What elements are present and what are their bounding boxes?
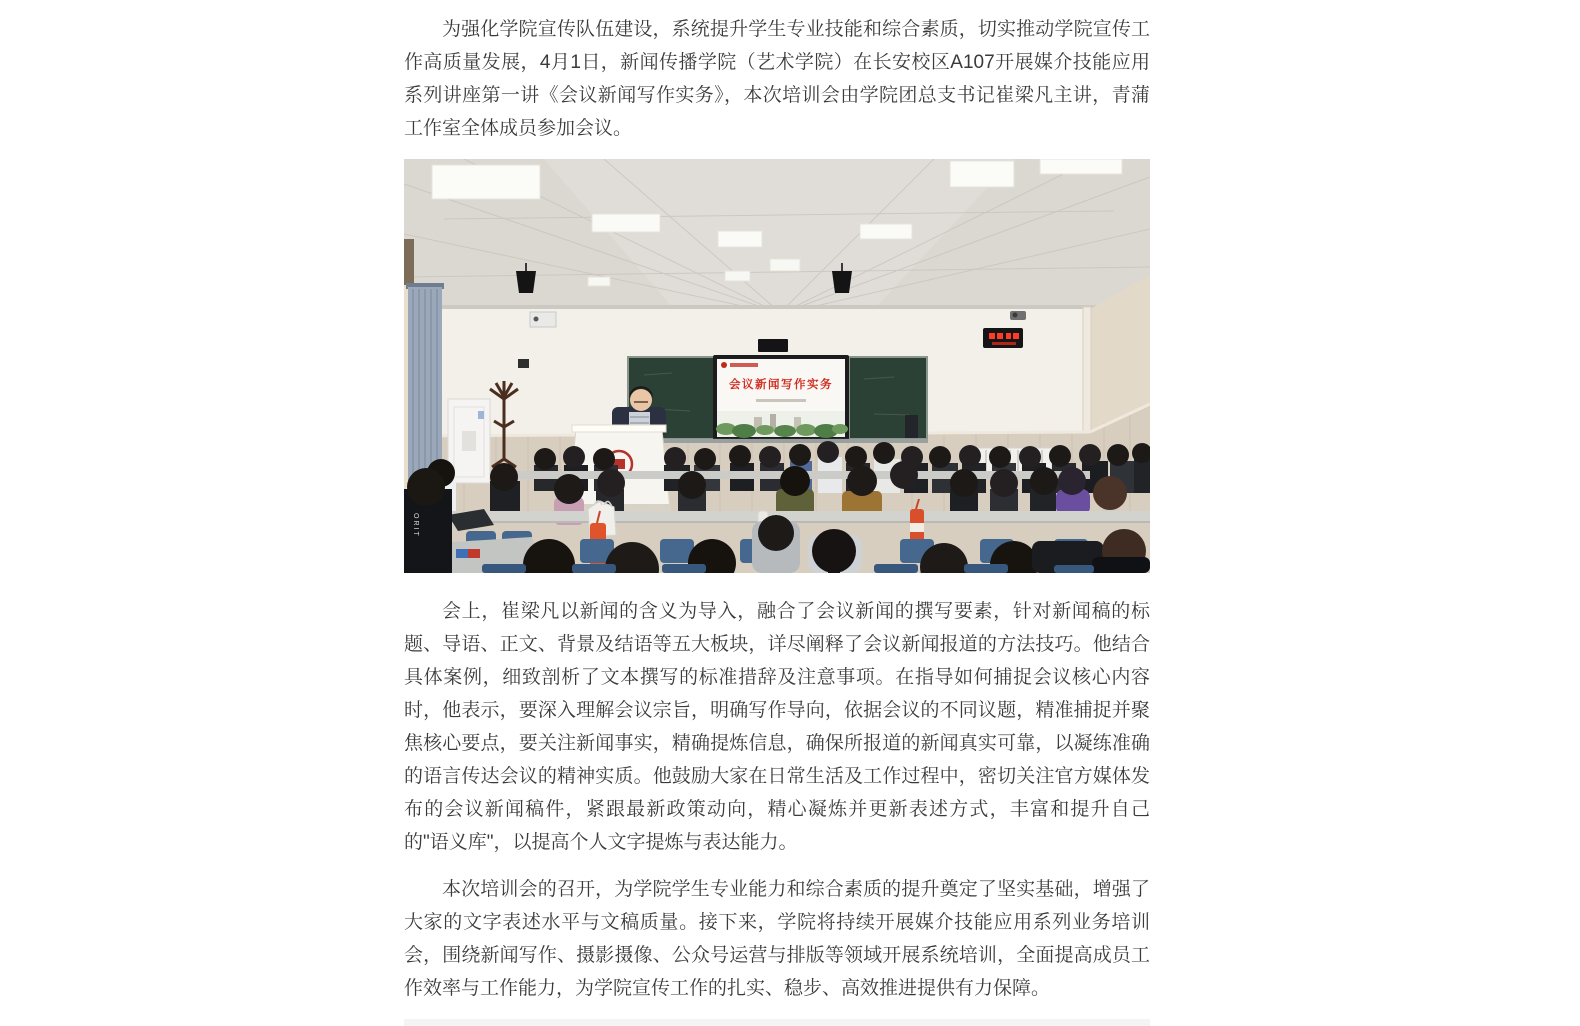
- camera-icon: [518, 359, 529, 368]
- paragraph-content: 会上，崔梁凡以新闻的含义为导入，融合了会议新闻的撰写要素，针对新闻稿的标题、导语、正文、背景及结语等五大板块，详尽阐释了会议新闻报道的方法技巧。他结合具体案例，细致剖析了文本撰写的标准措辞及注意事项。在指导如何捕捉会议核心内容时，他表示，要深入理解会议宗旨，明确写作导向，依据会议的不同议题，精准捕捉并聚焦核心要点，要关注新闻事实，精确提炼信息，确保所报道的新闻真实可靠，以凝练准确的语言传达会议的精神实质。他鼓励大家在日常生活及工作过程中，密切关注官方媒体发布的会议新闻稿件，紧跟最新政策动向，精心凝炼并更新表述方式，丰富和提升自己的"语义库"，以提高个人文字提炼与表达能力。: [404, 601, 1150, 853]
- led-clock: [983, 328, 1023, 348]
- paragraph-intro: 为强化学院宣传队伍建设，系统提升学生专业技能和综合素质，切实推动学院宣传工作高质量发展，4月1日，新闻传播学院（艺术学院）在长安校区A107开展媒介技能应用系列讲座第一讲《会议新闻写作实务》，本次培训会由学院团总支书记崔梁凡主讲，青蒲工作室全体成员参加会议。: [404, 19, 1150, 139]
- gray-hoodie-person: [752, 515, 800, 573]
- tablet-on-board: [905, 415, 918, 438]
- slide-title: 会议新闻写作实务: [729, 379, 833, 391]
- slide-subtitle-bar: [756, 399, 806, 402]
- wall-speaker-icon: [758, 339, 788, 352]
- ponytail-person: [808, 529, 862, 573]
- jacket-text: ORIT: [412, 513, 419, 538]
- slide-landscape-image: [716, 411, 848, 438]
- bottom-divider: [404, 1019, 1150, 1026]
- article-body: [404, 13, 1150, 1026]
- camera-icon: [1010, 311, 1026, 320]
- slide-logo-icon: [721, 362, 727, 368]
- smartboard-screen: [713, 355, 849, 443]
- lecture-photo: [404, 159, 1150, 573]
- paragraph-conclusion: 本次培训会的召开，为学院学生专业能力和综合素质的提升奠定了坚实基础，增强了大家的文字表述水平与文稿质量。接下来，学院将持续开展媒介技能应用系列业务培训会，围绕新闻写作、摄影摄像、公众号运营与排版等领域开展系统培训，全面提高成员工作效率与工作能力，为学院宣传工作的扎实、稳步、高效推进提供有力保障。: [404, 879, 1150, 999]
- chalkboard-right: [849, 357, 927, 439]
